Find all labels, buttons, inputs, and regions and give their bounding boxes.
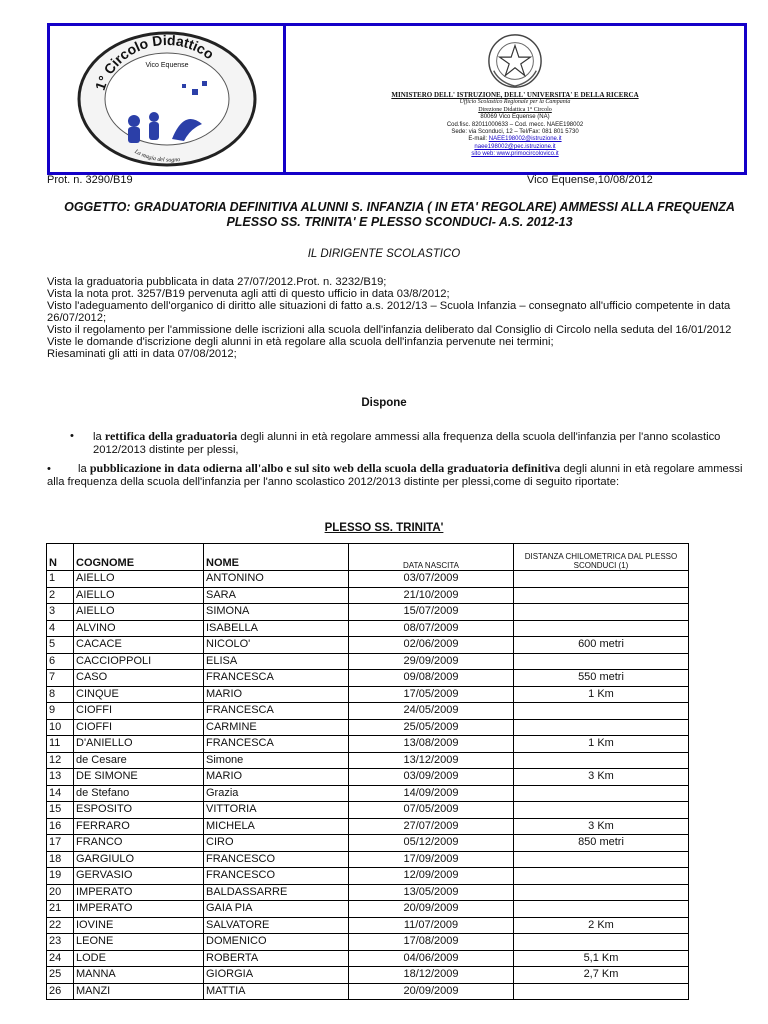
cell-name: MATTIA (204, 983, 349, 1000)
cell-number: 19 (47, 868, 74, 885)
consideration-line: Viste le domande d'iscrizione degli alunni in età regolare alla scuola dell'infanzia pervenute nei termini; (47, 336, 554, 348)
cell-number: 22 (47, 917, 74, 934)
cell-surname: DE SIMONE (74, 769, 204, 786)
cell-surname: ESPOSITO (74, 802, 204, 819)
cell-distance (514, 901, 689, 918)
ministry-block (286, 26, 744, 172)
cell-birthdate: 13/05/2009 (349, 884, 514, 901)
header-n: N (47, 544, 74, 571)
subject-heading: OGGETTO: GRADUATORIA DEFINITIVA ALUNNI S. INFANZIA ( IN ETA' REGOLARE) AMMESSI ALLA FREQUENZA PLESSO SS. TRINITA' E PLESSO SCONDUCI- A.S. 2012-13 (64, 200, 735, 229)
table-row (47, 736, 689, 753)
cell-name: BALDASSARRE (204, 884, 349, 901)
table-row (47, 719, 689, 736)
cell-surname: MANNA (74, 967, 204, 984)
table-header-row (47, 544, 689, 571)
cell-distance (514, 785, 689, 802)
school-logo (50, 26, 286, 172)
address-city: 80069 Vico Equense (NA) (480, 114, 550, 121)
cell-surname: IMPERATO (74, 901, 204, 918)
table-row (47, 637, 689, 654)
cell-number: 15 (47, 802, 74, 819)
cell-surname: AIELLO (74, 587, 204, 604)
cell-name: FRANCESCA (204, 670, 349, 687)
cell-distance (514, 934, 689, 951)
cell-surname: LEONE (74, 934, 204, 951)
table-row (47, 884, 689, 901)
cell-number: 17 (47, 835, 74, 852)
authority-heading: IL DIRIGENTE SCOLASTICO (307, 248, 461, 260)
cell-name: SARA (204, 587, 349, 604)
cell-distance (514, 653, 689, 670)
cell-birthdate: 11/07/2009 (349, 917, 514, 934)
cell-name: Simone (204, 752, 349, 769)
cell-name: ISABELLA (204, 620, 349, 637)
cell-birthdate: 04/06/2009 (349, 950, 514, 967)
cell-name: MARIO (204, 769, 349, 786)
cell-surname: MANZI (74, 983, 204, 1000)
cell-number: 24 (47, 950, 74, 967)
cell-name: MICHELA (204, 818, 349, 835)
cell-distance: 600 metri (514, 637, 689, 654)
fiscal-codes: Cod.fisc. 82011000633 – Cod. mecc. NAEE198002 (446, 121, 584, 128)
cell-name: FRANCESCO (204, 868, 349, 885)
cell-birthdate: 14/09/2009 (349, 785, 514, 802)
cell-name: MARIO (204, 686, 349, 703)
cell-name: DOMENICO (204, 934, 349, 951)
cell-name: FRANCESCA (204, 736, 349, 753)
letterhead (47, 23, 747, 175)
protocol-number: Prot. n. 3290/B19 (47, 174, 133, 186)
cell-surname: CIOFFI (74, 703, 204, 720)
cell-birthdate: 27/07/2009 (349, 818, 514, 835)
cell-distance (514, 868, 689, 885)
cell-number: 21 (47, 901, 74, 918)
cell-number: 20 (47, 884, 74, 901)
website-link[interactable]: sito web: www.primocircolovico.it (471, 151, 559, 158)
cell-surname: GARGIULO (74, 851, 204, 868)
table-row (47, 818, 689, 835)
decision-heading: Dispone (361, 397, 407, 409)
cell-birthdate: 03/07/2009 (349, 571, 514, 588)
pec-link[interactable]: naee198002@pec.istruzione.it (474, 143, 556, 150)
cell-name: VITTORIA (204, 802, 349, 819)
cell-birthdate: 02/06/2009 (349, 637, 514, 654)
cell-birthdate: 24/05/2009 (349, 703, 514, 720)
cell-surname: ALVINO (74, 620, 204, 637)
cell-number: 1 (47, 571, 74, 588)
cell-distance (514, 851, 689, 868)
table-row (47, 604, 689, 621)
cell-number: 25 (47, 967, 74, 984)
table-row (47, 686, 689, 703)
decision-text: degli alunni in età regolare ammessi alla frequenza della scuola dell'infanzia per l'anno scolastico 2012/2013 distinte per plessi, (93, 431, 721, 456)
cell-distance: 1 Km (514, 736, 689, 753)
cell-name: GAIA PIA (204, 901, 349, 918)
table-title: PLESSO SS. TRINITA' (324, 522, 444, 534)
cell-name: SALVATORE (204, 917, 349, 934)
cell-name: GIORGIA (204, 967, 349, 984)
cell-birthdate: 13/08/2009 (349, 736, 514, 753)
cell-distance (514, 604, 689, 621)
table-row (47, 769, 689, 786)
cell-distance: 850 metri (514, 835, 689, 852)
cell-surname: CIOFFI (74, 719, 204, 736)
cell-name: Grazia (204, 785, 349, 802)
cell-surname: GERVASIO (74, 868, 204, 885)
decision-prefix: la (78, 463, 90, 475)
cell-number: 14 (47, 785, 74, 802)
cell-birthdate: 07/05/2009 (349, 802, 514, 819)
cell-birthdate: 05/12/2009 (349, 835, 514, 852)
header-birthdate: DATA NASCITA (349, 544, 514, 571)
cell-distance (514, 719, 689, 736)
cell-distance: 3 Km (514, 818, 689, 835)
cell-surname: CASO (74, 670, 204, 687)
cell-number: 6 (47, 653, 74, 670)
republic-emblem-icon (486, 32, 544, 90)
cell-name: CIRO (204, 835, 349, 852)
table-row (47, 983, 689, 1000)
students-table (46, 543, 689, 1000)
cell-surname: D'ANIELLO (74, 736, 204, 753)
cell-name: CARMINE (204, 719, 349, 736)
cell-surname: de Cesare (74, 752, 204, 769)
cell-distance (514, 620, 689, 637)
ministry-name: MINISTERO DELL' ISTRUZIONE, DELL' UNIVERSITA' E DELLA RICERCA (391, 91, 639, 99)
table-row (47, 950, 689, 967)
cell-birthdate: 17/08/2009 (349, 934, 514, 951)
header-distance: DISTANZA CHILOMETRICA DAL PLESSO SCONDUCI (1) (514, 544, 689, 571)
school-direction: Direzione Didattica 1° Circolo (478, 106, 552, 113)
cell-distance: 2 Km (514, 917, 689, 934)
cell-surname: CINQUE (74, 686, 204, 703)
decision-emphasis: rettifica della graduatoria (104, 429, 238, 443)
email-label: E-mail: (468, 136, 488, 143)
table-row (47, 851, 689, 868)
school-logo-icon (72, 29, 262, 169)
cell-name: ROBERTA (204, 950, 349, 967)
cell-name: NICOLO' (204, 637, 349, 654)
table-row (47, 835, 689, 852)
table-row (47, 703, 689, 720)
cell-surname: FERRARO (74, 818, 204, 835)
cell-distance: 1 Km (514, 686, 689, 703)
table-row (47, 868, 689, 885)
table-row (47, 571, 689, 588)
address-street: Sede: via Sconduci, 12 – Tel/Fax: 081 801 5730 (451, 129, 579, 136)
consideration-line: Vista la graduatoria pubblicata in data 27/07/2012.Prot. n. 3232/B19; (47, 276, 387, 288)
cell-number: 16 (47, 818, 74, 835)
cell-birthdate: 13/12/2009 (349, 752, 514, 769)
cell-birthdate: 08/07/2009 (349, 620, 514, 637)
cell-surname: AIELLO (74, 604, 204, 621)
cell-surname: IOVINE (74, 917, 204, 934)
cell-name: SIMONA (204, 604, 349, 621)
logo-motto: La magia del sogno (132, 148, 181, 164)
cell-distance: 2,7 Km (514, 967, 689, 984)
email-line (468, 136, 561, 143)
header-surname: COGNOME (74, 544, 204, 571)
cell-number: 10 (47, 719, 74, 736)
cell-distance (514, 802, 689, 819)
cell-birthdate: 17/05/2009 (349, 686, 514, 703)
table-row (47, 917, 689, 934)
consideration-line: Visto il regolamento per l'ammissione delle iscrizioni alla scuola dell'infanzia deliberato dal Consiglio di Circolo nella seduta del 16/01/2012 (47, 324, 732, 336)
cell-distance: 3 Km (514, 769, 689, 786)
table-row (47, 934, 689, 951)
decision-item (70, 430, 730, 457)
cell-distance (514, 752, 689, 769)
cell-number: 5 (47, 637, 74, 654)
cell-birthdate: 20/09/2009 (349, 983, 514, 1000)
consideration-line: Vista la nota prot. 3257/B19 pervenuta agli atti di questo ufficio in data 03/8/2012; (47, 288, 450, 300)
email-link[interactable]: NAEE198002@istruzione.it (488, 136, 562, 143)
cell-number: 26 (47, 983, 74, 1000)
cell-number: 2 (47, 587, 74, 604)
cell-birthdate: 12/09/2009 (349, 868, 514, 885)
cell-birthdate: 21/10/2009 (349, 587, 514, 604)
cell-birthdate: 03/09/2009 (349, 769, 514, 786)
cell-surname: FRANCO (74, 835, 204, 852)
cell-distance (514, 703, 689, 720)
regional-office: Ufficio Scolastico Regionale per la Campania (459, 99, 571, 106)
cell-distance (514, 983, 689, 1000)
cell-distance (514, 571, 689, 588)
decision-text: degli alunni in età regolare ammessi alla frequenza della scuola dell'infanzia per l'anno scolastico 2012/2013 distinte per plessi,come di seguito riportate: (47, 463, 743, 488)
cell-name: FRANCESCA (204, 703, 349, 720)
bullet-icon: • (70, 430, 74, 442)
cell-surname: IMPERATO (74, 884, 204, 901)
cell-number: 23 (47, 934, 74, 951)
table-row (47, 785, 689, 802)
cell-birthdate: 25/05/2009 (349, 719, 514, 736)
cell-birthdate: 18/12/2009 (349, 967, 514, 984)
cell-number: 3 (47, 604, 74, 621)
decision-prefix: la (93, 431, 105, 443)
cell-distance (514, 884, 689, 901)
header-name: NOME (204, 544, 349, 571)
bullet-icon: • (47, 463, 51, 475)
cell-number: 9 (47, 703, 74, 720)
cell-name: FRANCESCO (204, 851, 349, 868)
cell-surname: de Stefano (74, 785, 204, 802)
cell-distance (514, 587, 689, 604)
cell-distance: 5,1 Km (514, 950, 689, 967)
table-row (47, 587, 689, 604)
cell-birthdate: 17/09/2009 (349, 851, 514, 868)
decision-item (47, 462, 747, 489)
cell-number: 8 (47, 686, 74, 703)
cell-number: 12 (47, 752, 74, 769)
table-row (47, 752, 689, 769)
table-row (47, 653, 689, 670)
cell-surname: CACCIOPPOLI (74, 653, 204, 670)
decision-emphasis: pubblicazione in data odierna all'albo e sul sito web della scuola della graduatoria definitiva (89, 461, 561, 475)
cell-number: 18 (47, 851, 74, 868)
cell-name: ELISA (204, 653, 349, 670)
consideration-line: Riesaminati gli atti in data 07/08/2012; (47, 348, 237, 360)
cell-birthdate: 20/09/2009 (349, 901, 514, 918)
logo-title: 1° Circolo Didattico (91, 31, 217, 93)
cell-birthdate: 15/07/2009 (349, 604, 514, 621)
cell-distance: 550 metri (514, 670, 689, 687)
cell-surname: CACACE (74, 637, 204, 654)
considerations-block (47, 276, 752, 360)
logo-subtitle: Vico Equense (144, 62, 189, 69)
cell-birthdate: 09/08/2009 (349, 670, 514, 687)
place-date: Vico Equense,10/08/2012 (527, 174, 653, 186)
table-row (47, 967, 689, 984)
cell-number: 13 (47, 769, 74, 786)
cell-number: 7 (47, 670, 74, 687)
cell-name: ANTONINO (204, 571, 349, 588)
consideration-line: Visto l'adeguamento dell'organico di diritto alle situazioni di fatto a.s. 2012/13 – Scuola Infanzia – consegnato all'ufficio competente in data 26/07/2012; (47, 300, 731, 324)
cell-number: 4 (47, 620, 74, 637)
cell-surname: LODE (74, 950, 204, 967)
table-row (47, 901, 689, 918)
table-row (47, 670, 689, 687)
table-row (47, 802, 689, 819)
table-row (47, 620, 689, 637)
cell-surname: AIELLO (74, 571, 204, 588)
cell-birthdate: 29/09/2009 (349, 653, 514, 670)
cell-number: 11 (47, 736, 74, 753)
